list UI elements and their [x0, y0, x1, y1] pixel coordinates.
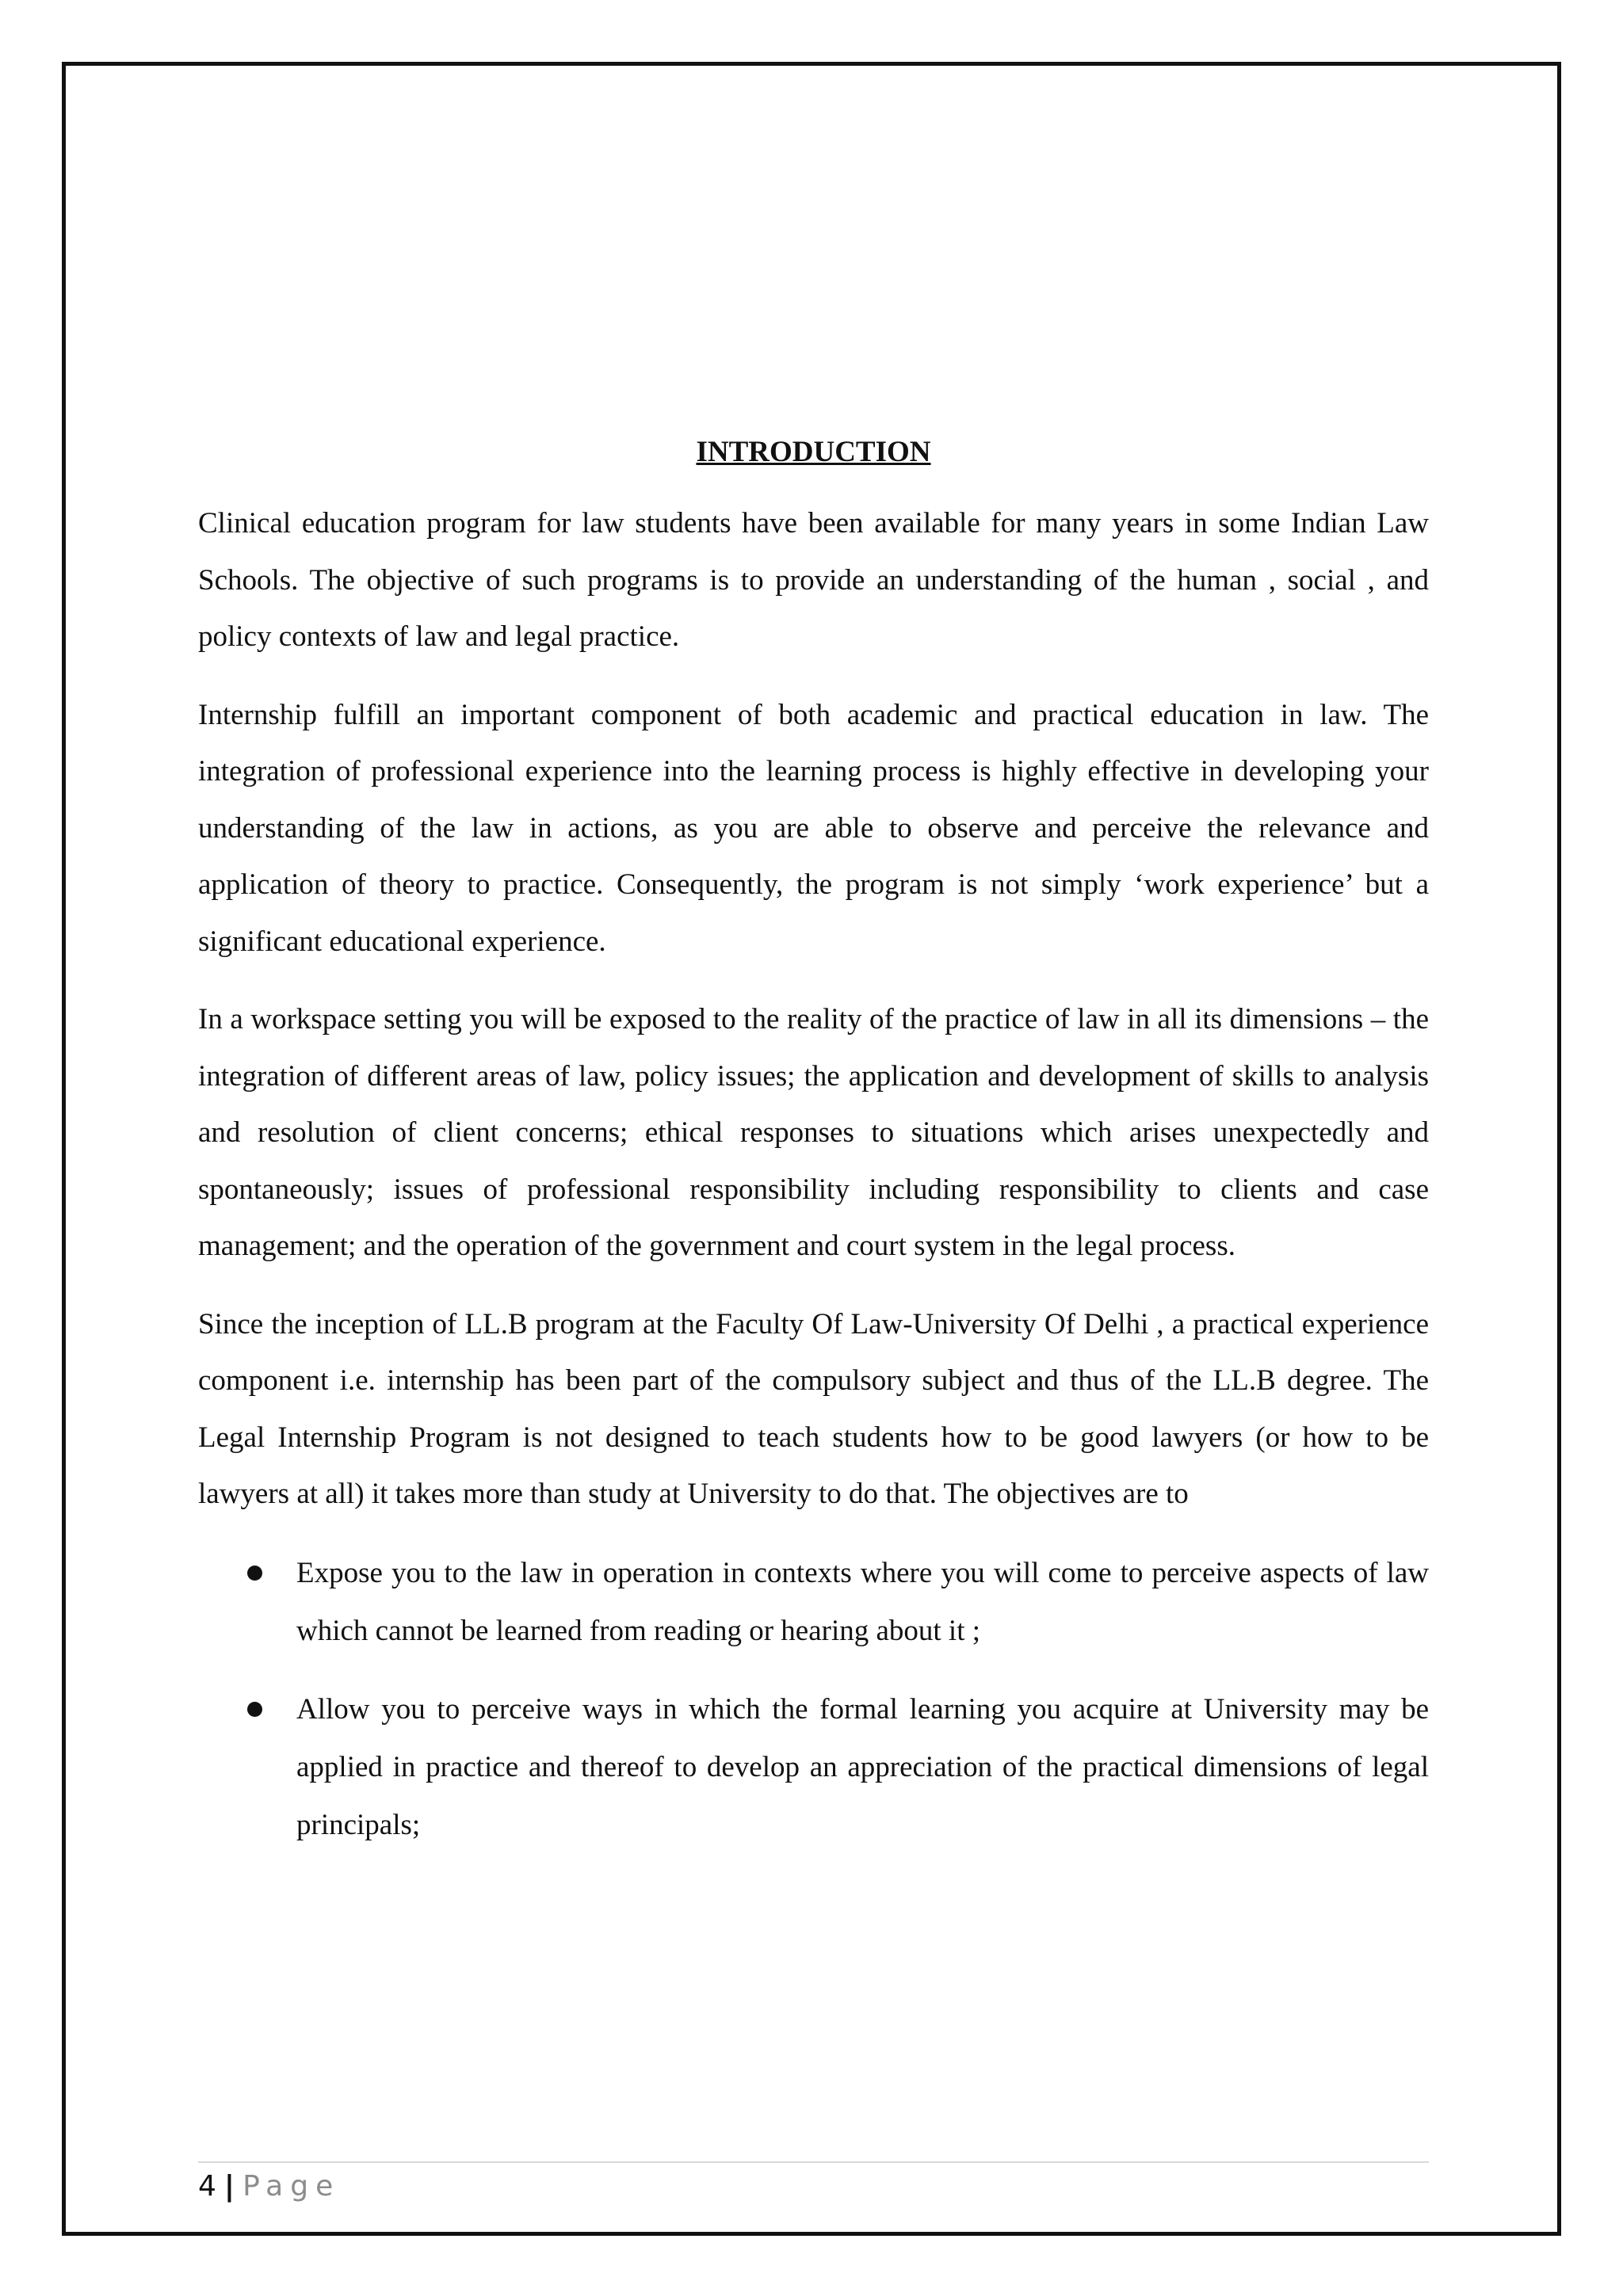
paragraph-3: In a workspace setting you will be exposed to the reality of the practice of law in all its dimensions – the integration of different areas of law, policy issues; the application and development of skills to analysis and resolution of client concerns; ethical responses to situations which arises unexpectedly and spontaneously; issues of professional responsibility including responsibility to clients and case management; and the operation of the government and court system in the legal process.	[198, 1003, 1429, 1262]
list-item	[198, 1680, 1429, 1854]
page-number: 4	[198, 2170, 216, 2203]
bullet-icon	[247, 1566, 262, 1581]
bullet-icon	[247, 1702, 262, 1717]
document-body	[198, 432, 1429, 1875]
objectives-list	[198, 1544, 1429, 1854]
page-title: INTRODUCTION	[696, 436, 931, 468]
list-item	[198, 1544, 1429, 1660]
list-item-text: Expose you to the law in operation in contexts where you will come to perceive aspects of law which cannot be learned from reading or hearing about it ;	[296, 1556, 1429, 1647]
list-item-text: Allow you to perceive ways in which the formal learning you acquire at University may be applied in practice and thereof to develop an appreciation of the practical dimensions of legal principals;	[296, 1692, 1429, 1841]
paragraph-4: Since the inception of LL.B program at the Faculty Of Law-University Of Delhi , a practical experience component i.e. internship has been part of the compulsory subject and thus of the LL.B degree. The Legal Internship Program is not designed to teach students how to be good lawyers (or how to be lawyers at all) it takes more than study at University to do that. The objectives are to	[198, 1307, 1429, 1510]
page-footer	[198, 2168, 340, 2206]
paragraph-1: Clinical education program for law students have been available for many years in some Indian Law Schools. The objective of such programs is to provide an understanding of the human , social , and policy contexts of law and legal practice.	[198, 507, 1429, 653]
footer-divider	[198, 2161, 1429, 2163]
page-label: Page	[242, 2170, 341, 2203]
paragraph-2: Internship fulfill an important component of both academic and practical education in law. The integration of professional experience into the learning process is highly effective in developing your understanding of the law in actions, as you are able to observe and perceive the relevance and application of theory to practice. Consequently, the program is not simply ‘work experience’ but a significant educational experience.	[198, 698, 1429, 958]
footer-separator: |	[223, 2170, 235, 2203]
